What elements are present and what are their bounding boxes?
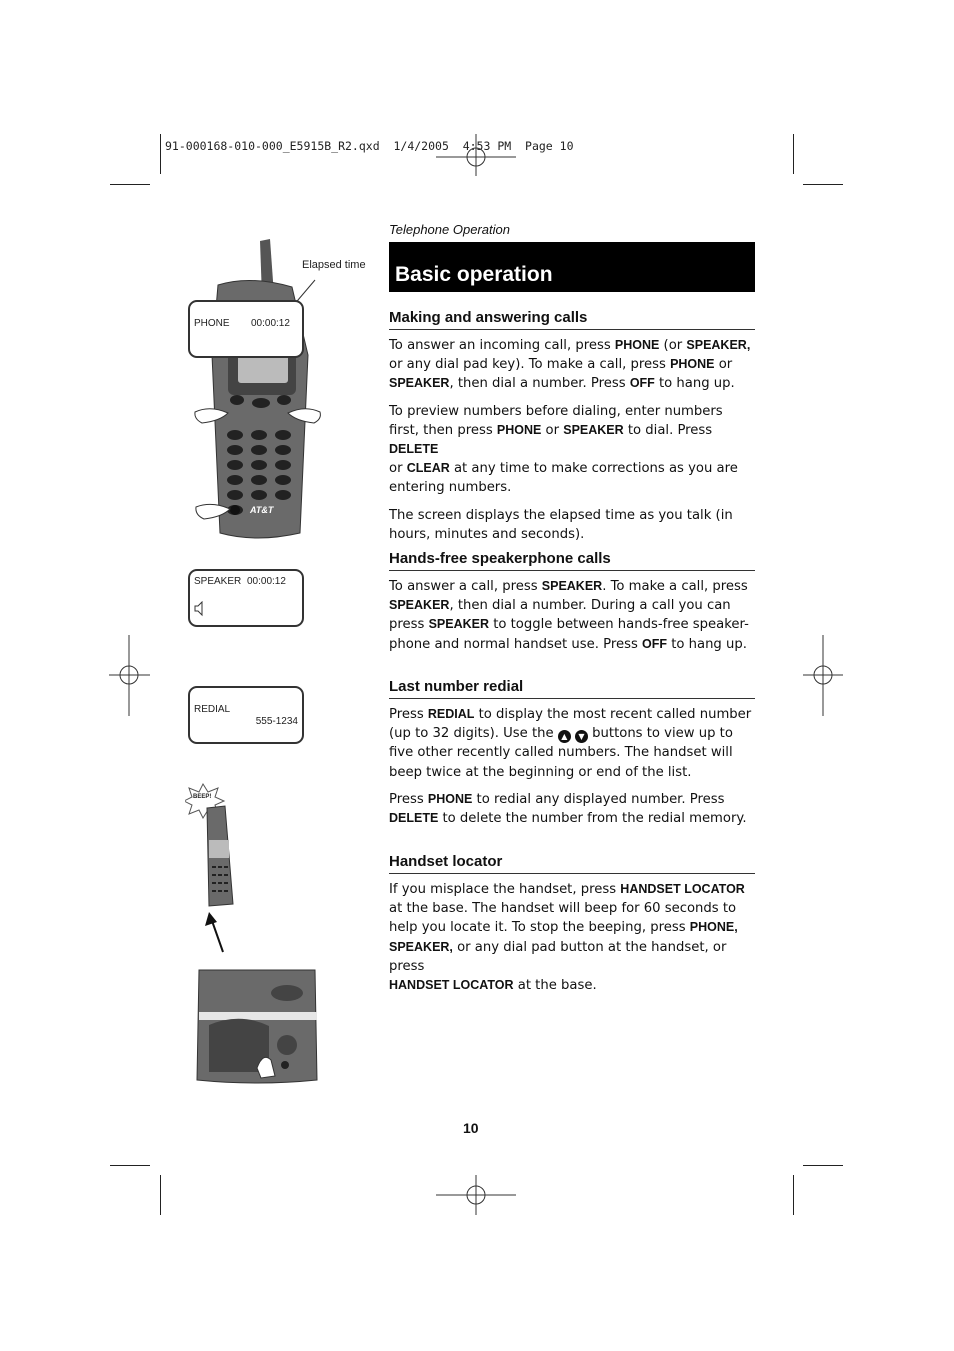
section-heading: Last number redial (389, 678, 755, 699)
lcd-mode-label: SPEAKER (194, 576, 242, 587)
handset-locator-illustration (185, 780, 325, 1090)
lcd-number: 555-1234 (255, 716, 298, 727)
display-speaker-elapsed (188, 569, 304, 627)
title-banner (389, 242, 755, 292)
section-hands-free-speakerphone (389, 550, 755, 654)
section-last-number-redial (389, 678, 755, 828)
speaker-icon (193, 601, 207, 617)
page-title: Basic operation (395, 263, 553, 286)
handset-illustration (180, 235, 370, 540)
beep-label: BEEP! (193, 794, 212, 800)
section-heading: Making and answering calls (389, 309, 755, 330)
up-arrow-icon: ▲ (558, 730, 571, 743)
paragraph: To answer a call, press SPEAKER. To make a call, press SPEAKER, then dial a number. During a call you can press SPEAKER to toggle between hands-free speaker-phone and normal handset use. Press OFF to hang up. (389, 579, 749, 652)
paragraph: The screen displays the elapsed time as you talk (in hours, minutes and seconds). (389, 507, 733, 542)
section-handset-locator (389, 853, 755, 995)
section-heading: Hands-free speakerphone calls (389, 550, 755, 571)
handset-brand-logo: AT&T (250, 505, 274, 515)
elapsed-time-callout: Elapsed time (302, 259, 366, 271)
lcd-mode-label: REDIAL (194, 704, 231, 715)
slug-line: 91-000168-010-000_E5915B_R2.qxd 1/4/2005 4:53 PM Page 10 (165, 139, 574, 153)
down-arrow-icon: ▼ (575, 730, 588, 743)
paragraph: Press PHONE to redial any displayed number. Press DELETE to delete the number from the redial memory. (389, 791, 747, 827)
paragraph: To preview numbers before dialing, enter numbers first, then press PHONE or SPEAKER to dial. Press DELETE or CLEAR at any time to make corrections as you are entering numbers. (389, 403, 738, 496)
paragraph: Press REDIAL to display the most recent called number (up to 32 digits). Use the ▲ ▼ buttons to view up to five other recently called numbers. The handset will beep twice at the beginning or end of the list. (389, 707, 752, 780)
lcd-mode-label: PHONE (194, 318, 230, 329)
section-heading: Handset locator (389, 853, 755, 874)
lcd-timer: 00:00:12 (251, 318, 290, 329)
section-making-answering-calls (389, 309, 755, 544)
page-number: 10 (463, 1120, 479, 1136)
paragraph: If you misplace the handset, press HANDSET LOCATOR at the base. The handset will beep for 60 seconds to help you locate it. To stop the beeping, press PHONE, SPEAKER, or any dial pad button at the handset, or press HANDSET LOCATOR at the base. (389, 882, 745, 994)
paragraph: To answer an incoming call, press PHONE (or SPEAKER, or any dial pad key). To make a call, press PHONE or SPEAKER, then dial a number. Press OFF to hang up. (389, 338, 751, 392)
lcd-timer: 00:00:12 (247, 576, 286, 587)
display-phone-elapsed (188, 300, 304, 358)
display-redial (188, 686, 304, 744)
section-label: Telephone Operation (389, 222, 510, 237)
